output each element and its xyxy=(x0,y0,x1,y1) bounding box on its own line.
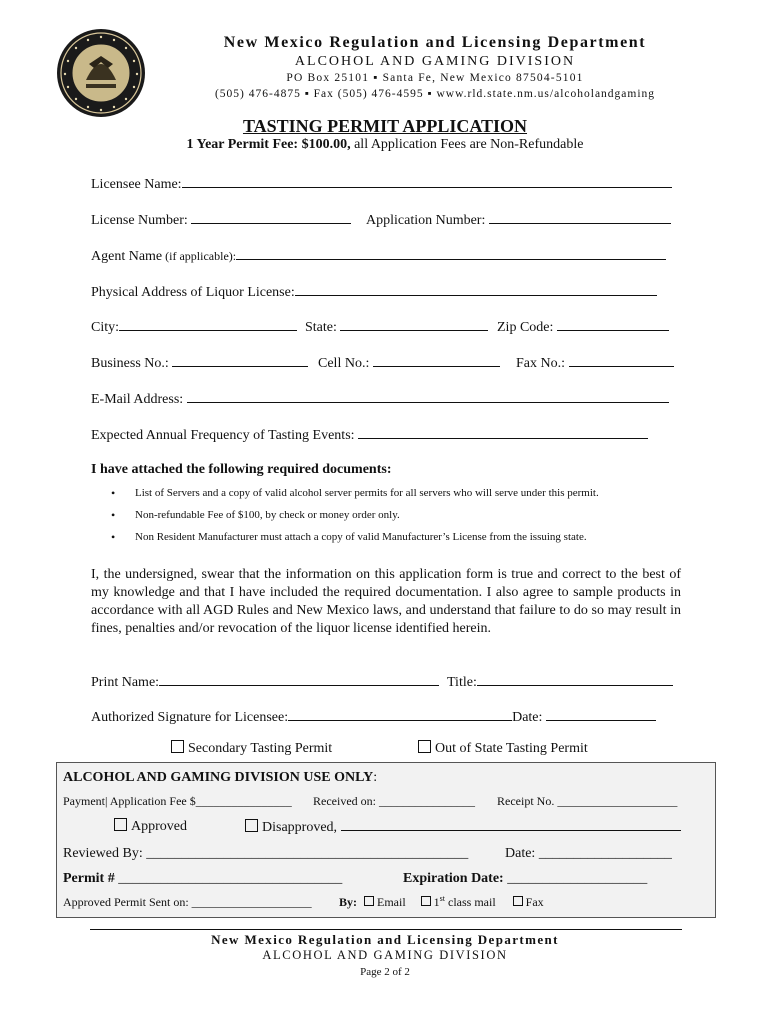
footer-divider xyxy=(90,929,682,930)
page-number: Page 2 of 2 xyxy=(360,966,410,978)
permit-number-row xyxy=(63,871,342,887)
fax-no-field[interactable] xyxy=(569,354,674,367)
business-no-field[interactable] xyxy=(172,354,308,367)
office-received: Received on: ________________ xyxy=(313,794,475,808)
expiration-row xyxy=(403,871,647,887)
approved-option[interactable] xyxy=(114,818,187,835)
application-number-label: Application Number: xyxy=(366,213,486,228)
physical-address-field[interactable] xyxy=(295,283,657,296)
fee-bold: 1 Year Permit Fee: $100.00, xyxy=(186,137,351,152)
email-label: E-Mail Address: xyxy=(91,392,184,407)
checkbox-icon[interactable] xyxy=(418,740,431,753)
agent-name-row xyxy=(91,247,666,265)
zip-field[interactable] xyxy=(557,318,669,331)
office-heading-colon: : xyxy=(373,770,378,785)
office-heading-text: ALCOHOL AND GAMING DIVISION USE ONLY xyxy=(63,770,374,785)
frequency-label: Expected Annual Frequency of Tasting Events: xyxy=(91,428,355,443)
state-label: State: xyxy=(305,320,337,335)
permit-number-line: ________________________________ xyxy=(114,871,343,886)
signature-date-field[interactable] xyxy=(546,708,656,721)
header-address: PO Box 25101 ▪ Santa Fe, New Mexico 87504-5101 xyxy=(286,72,584,84)
office-date: Date: ___________________ xyxy=(505,846,672,861)
application-number-field[interactable] xyxy=(489,211,671,224)
document-item: Non Resident Manufacturer must attach a copy of valid Manufacturer’s License from the issuing state. xyxy=(135,531,587,543)
state-field[interactable] xyxy=(340,318,488,331)
email-option-label: Email xyxy=(377,895,406,909)
cell-no-label: Cell No.: xyxy=(318,356,370,371)
office-payment: Payment| Application Fee $________________ xyxy=(63,794,292,808)
physical-address-row xyxy=(91,283,657,301)
header-department: New Mexico Regulation and Licensing Department xyxy=(223,34,647,51)
document-item: Non-refundable Fee of $100, by check or money order only. xyxy=(135,509,400,521)
mail-option-suffix: class mail xyxy=(445,895,496,909)
agent-name-field[interactable] xyxy=(236,247,666,260)
checkbox-icon[interactable] xyxy=(245,819,258,832)
signature-label: Authorized Signature for Licensee: xyxy=(91,710,289,725)
fax-no-row xyxy=(516,354,674,372)
mail-option-prefix: 1 xyxy=(433,895,440,909)
checkbox-icon[interactable] xyxy=(421,896,431,906)
business-no-row xyxy=(91,354,308,372)
declaration-paragraph: I, the undersigned, swear that the information on this application form is true and correct to the best of my knowledge and that I have included the required documentation. I also agree to sample products in accordance with all AGD Rules and New Mexico laws, and understand that failure to do so may result in fines, penalties and/or revocation of the liquor license identified herein. xyxy=(91,567,681,636)
out-of-state-permit-label: Out of State Tasting Permit xyxy=(435,741,588,756)
title-row xyxy=(447,673,673,691)
out-of-state-permit-option[interactable] xyxy=(418,740,588,757)
agent-name-label: Agent Name xyxy=(91,249,163,264)
licensee-name-label: Licensee Name: xyxy=(91,177,182,192)
fee-line xyxy=(0,137,770,153)
state-row xyxy=(305,318,488,336)
expiration-label: Expiration Date: xyxy=(403,871,504,886)
signature-field[interactable] xyxy=(288,708,512,721)
title-field[interactable] xyxy=(477,673,673,686)
sent-method-row xyxy=(339,894,544,910)
sent-by-label: By: xyxy=(339,895,357,909)
agent-name-note: (if applicable): xyxy=(162,249,237,263)
print-name-field[interactable] xyxy=(159,673,439,686)
bullet-icon: • xyxy=(111,530,116,544)
fee-rest: all Application Fees are Non-Refundable xyxy=(350,137,584,152)
cell-no-row xyxy=(318,354,500,372)
secondary-permit-option[interactable] xyxy=(171,740,332,757)
document-item: List of Servers and a copy of valid alcohol server permits for all servers who will serve under this permit. xyxy=(135,487,599,499)
approved-label: Approved xyxy=(131,819,187,834)
checkbox-icon[interactable] xyxy=(114,818,127,831)
physical-address-label: Physical Address of Liquor License: xyxy=(91,285,295,300)
expiration-line: ____________________ xyxy=(503,871,648,886)
checkbox-icon[interactable] xyxy=(171,740,184,753)
bullet-icon: • xyxy=(111,508,116,522)
checkbox-icon[interactable] xyxy=(364,896,374,906)
footer-department: New Mexico Regulation and Licensing Department xyxy=(211,932,559,947)
licensee-name-row xyxy=(91,175,672,193)
disapproved-label: Disapproved, xyxy=(262,820,338,835)
documents-heading: I have attached the following required documents: xyxy=(91,462,392,477)
license-number-field[interactable] xyxy=(191,211,351,224)
cell-no-field[interactable] xyxy=(373,354,500,367)
business-no-label: Business No.: xyxy=(91,356,169,371)
secondary-permit-label: Secondary Tasting Permit xyxy=(188,741,333,756)
city-field[interactable] xyxy=(119,318,297,331)
permit-number-label: Permit # xyxy=(63,871,115,886)
application-number-row xyxy=(366,211,671,229)
header-contact: (505) 476-4875 ▪ Fax (505) 476-4595 ▪ www.rld.state.nm.us/alcoholandgaming xyxy=(214,88,656,100)
checkbox-icon[interactable] xyxy=(513,896,523,906)
state-seal-logo xyxy=(56,28,146,118)
city-row xyxy=(91,318,297,336)
email-field[interactable] xyxy=(187,390,669,403)
email-row xyxy=(91,390,669,408)
title-label: Title: xyxy=(447,675,477,690)
licensee-name-field[interactable] xyxy=(182,175,672,188)
print-name-label: Print Name: xyxy=(91,675,160,690)
mail-option-sup: st xyxy=(439,894,446,903)
zip-label: Zip Code: xyxy=(497,320,554,335)
fax-option-label: Fax xyxy=(525,895,544,909)
frequency-row xyxy=(91,426,648,444)
fax-no-label: Fax No.: xyxy=(516,356,565,371)
permit-sent-on: Approved Permit Sent on: ____________________ xyxy=(63,895,312,909)
print-name-row xyxy=(91,673,439,691)
office-receipt: Receipt No. ____________________ xyxy=(497,794,678,808)
signature-date-label: Date: xyxy=(512,710,543,725)
bullet-icon: • xyxy=(111,486,116,500)
disapproved-reason-field[interactable] xyxy=(341,818,681,831)
office-reviewed-by: Reviewed By: ______________________________________________ xyxy=(63,846,469,861)
city-label: City: xyxy=(91,320,120,335)
office-heading xyxy=(63,770,377,786)
zip-row xyxy=(497,318,669,336)
form-title: TASTING PERMIT APPLICATION xyxy=(242,116,528,136)
license-number-row xyxy=(91,211,351,229)
footer-division: ALCOHOL AND GAMING DIVISION xyxy=(262,948,508,962)
header-division: ALCOHOL AND GAMING DIVISION xyxy=(294,54,576,69)
disapproved-option[interactable] xyxy=(245,818,681,836)
license-number-label: License Number: xyxy=(91,213,188,228)
signature-row xyxy=(91,708,656,726)
frequency-field[interactable] xyxy=(358,426,648,439)
